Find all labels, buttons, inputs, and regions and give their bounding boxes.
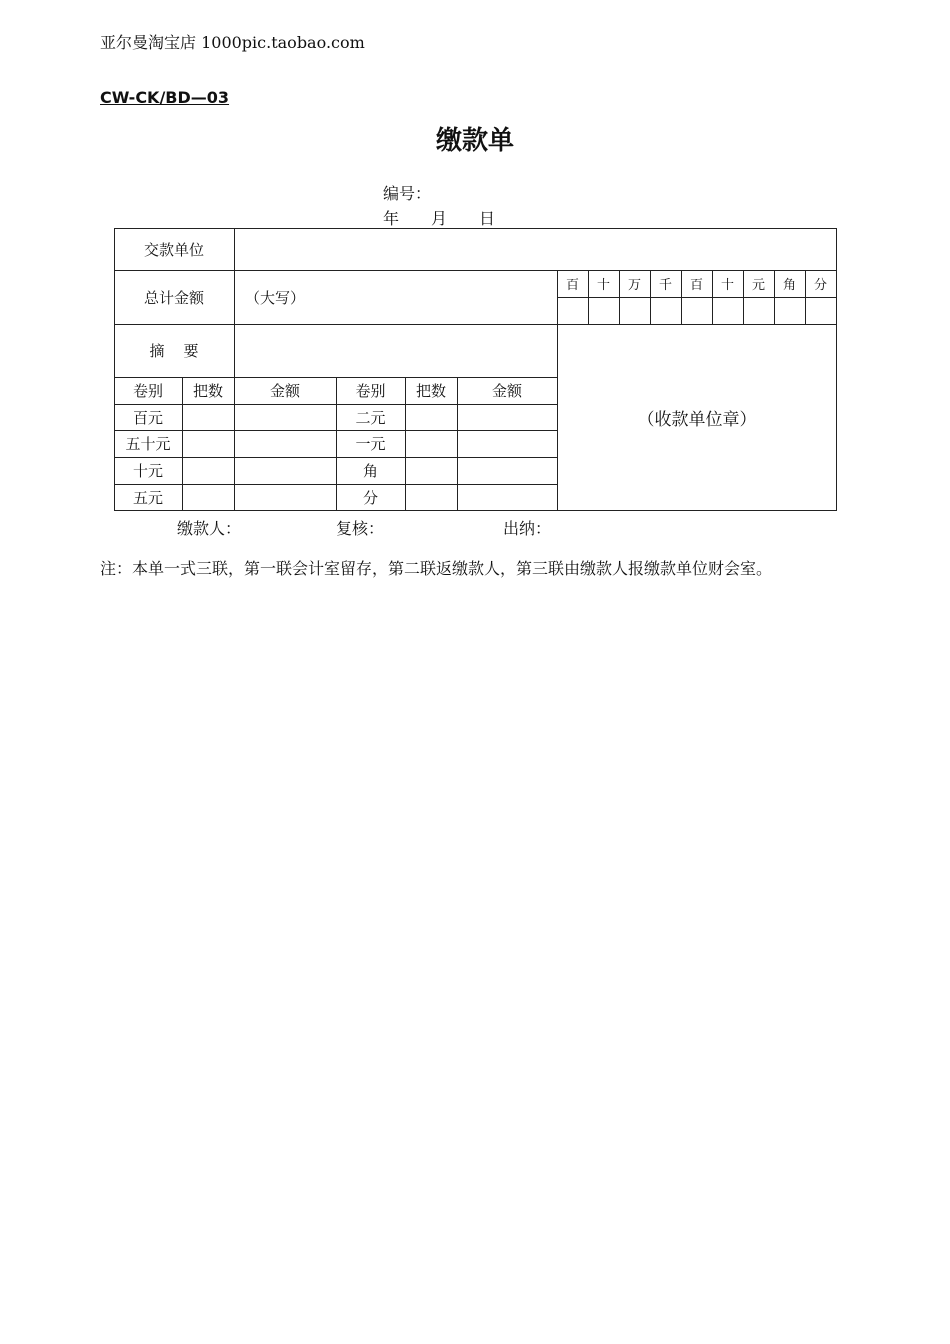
stamp-area-label: （收款单位章） xyxy=(637,409,757,430)
shop-header-text: 亚尔曼淘宝店 1000pic.taobao.com xyxy=(100,33,365,52)
reviewer-signature-label: 复核： xyxy=(336,519,385,538)
digit-header: 十 xyxy=(720,278,734,293)
payer-unit-label: 交款单位 xyxy=(143,240,204,259)
denomination-label: 五元 xyxy=(132,488,163,507)
cashier-signature-label: 出纳： xyxy=(503,519,552,538)
payer-signature-label: 缴款人： xyxy=(177,519,242,538)
number-label: 编号： xyxy=(383,184,432,203)
document-code: CW-CK/BD—03 xyxy=(100,88,230,107)
year-label: 年 xyxy=(383,209,400,228)
amount-header: 金额 xyxy=(269,382,300,400)
digit-header: 百 xyxy=(689,278,703,293)
bundle-count-header: 把数 xyxy=(192,382,223,400)
denomination-label: 五十元 xyxy=(125,435,171,453)
digit-header: 十 xyxy=(596,278,610,293)
digit-header: 元 xyxy=(751,278,765,293)
payer-unit-field[interactable] xyxy=(235,229,836,270)
denomination-header: 卷别 xyxy=(355,382,386,400)
uppercase-hint: （大写） xyxy=(244,288,305,307)
day-label: 日 xyxy=(479,209,496,228)
month-label: 月 xyxy=(431,209,448,228)
denomination-label: 角 xyxy=(362,462,378,480)
summary-label: 摘 要 xyxy=(149,342,199,360)
footnote: 注：本单一式三联，第一联会计室留存，第二联返缴款人，第三联由缴款人报缴款单位财会室。 xyxy=(100,559,773,578)
denomination-label: 分 xyxy=(362,488,378,507)
denomination-label: 二元 xyxy=(355,408,386,427)
total-amount-label: 总计金额 xyxy=(143,288,204,307)
denomination-label: 十元 xyxy=(132,462,163,480)
digit-header: 分 xyxy=(813,278,827,293)
digit-header: 万 xyxy=(627,278,641,293)
bundle-count-header: 把数 xyxy=(415,382,446,400)
denomination-label: 一元 xyxy=(355,435,386,453)
denomination-label: 百元 xyxy=(132,408,163,427)
digit-header: 千 xyxy=(658,278,672,293)
amount-header: 金额 xyxy=(491,382,522,400)
digit-header: 百 xyxy=(565,278,579,293)
date-row xyxy=(383,206,495,229)
page-title: 缴款单 xyxy=(435,126,514,156)
denomination-header: 卷别 xyxy=(132,382,163,400)
digit-header: 角 xyxy=(782,278,796,293)
